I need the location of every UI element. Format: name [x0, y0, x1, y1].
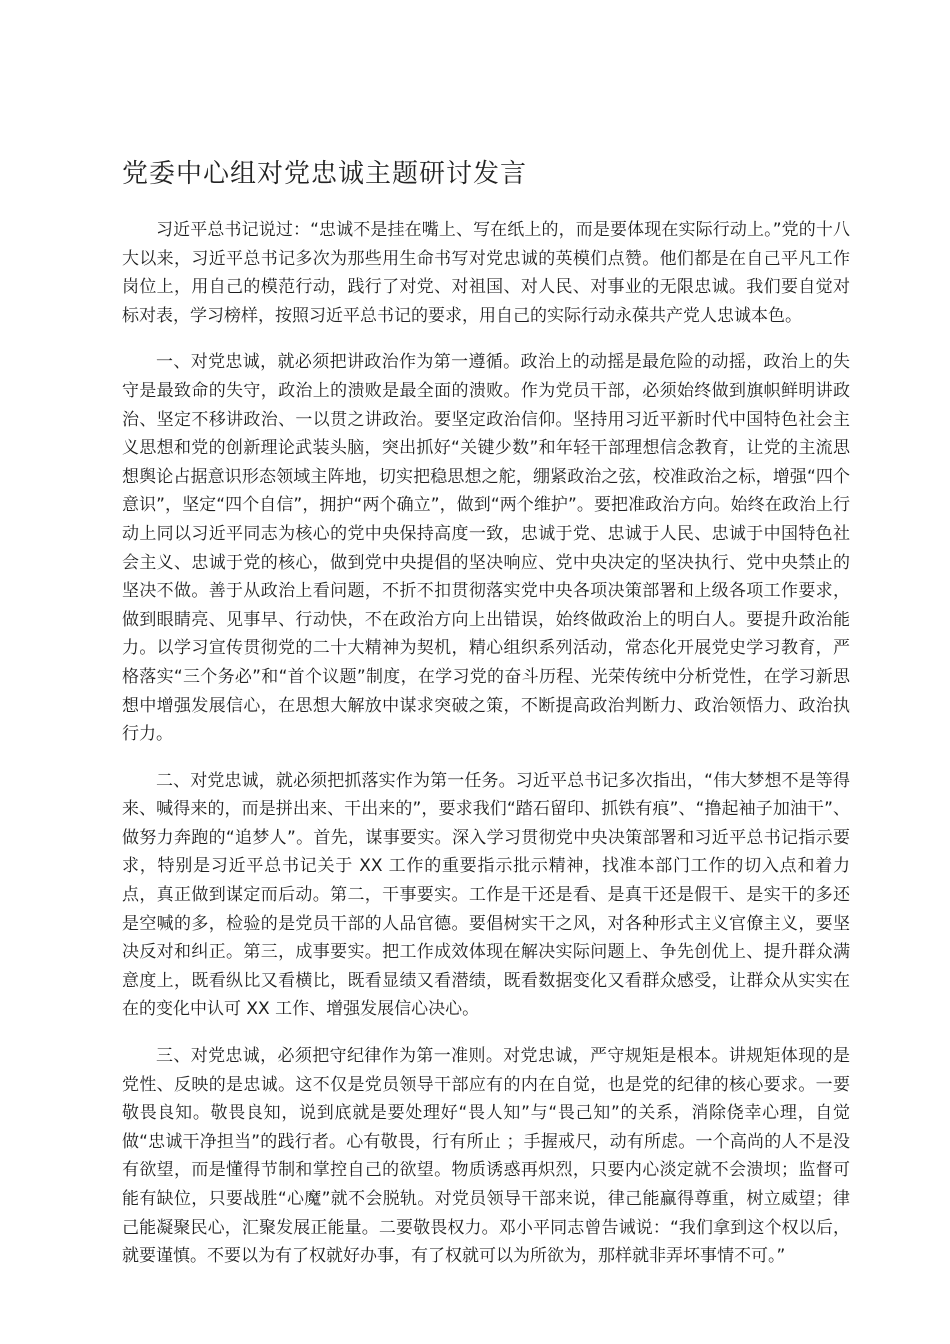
paragraph-section-3: 三、对党忠诚，必须把守纪律作为第一准则。对党忠诚，严守规矩是根本。讲规矩体现的是党性、反映的是忠诚。这不仅是党员领导干部应有的内在自觉，也是党的纪律的核心要求。一要敬畏良知。敬畏良知，说到底就是要处理好“畏人知”与“畏己知”的关系，消除侥幸心理，自觉做“忠诚干净担当”的践行者。心有敬畏，行有所止 ；手握戒尺，动有所虑。一个高尚的人不是没有欲望，而是懂得节制和掌控自己的欲望。物质诱惑再炽烈，只要内心淡定就不会溃坝；监督可能有缺位，只要战胜“心魔”就不会脱轨。对党员领导干部来说，律己能赢得尊重，树立威望；律己能凝聚民心，汇聚发展正能量。二要敬畏权力。邓小平同志曾告诫说：“我们拿到这个权以后，就要谨慎。不要以为有了权就好办事，有了权就可以为所欲为，那样就非弄坏事情不可。” — [122, 1046, 850, 1267]
paragraph-section-2: 二、对党忠诚，就必须把抓落实作为第一任务。习近平总书记多次指出，“伟大梦想不是等得来、喊得来的，而是拼出来、干出来的”，要求我们“踏石留印、抓铁有痕”、“撸起袖子加油干”、做努力奔跑的“追梦人”。首先，谋事要实。深入学习贯彻党中央决策部署和习近平总书记指示要求，特别是习近平总书记关于 XX 工作的重要指示批示精神，找准本部门工作的切入点和着力点，真正做到谋定而后动。第二，干事要实。工作是干还是看、是真干还是假干、是实干的多还是空喊的多，检验的是党员干部的人品官德。要倡树实干之风，对各种形式主义官僚主义，要坚决反对和纠正。第三，成事要实。把工作成效体现在解决实际问题上、争先创优上、提升群众满意度上，既看纵比又看横比，既看显绩又看潜绩，既看数据变化又看群众感受，让群众从实实在在的变化中认可 XX 工作、增强发展信心决心。 — [122, 770, 850, 1020]
document-page — [122, 154, 850, 1289]
paragraph-intro: 习近平总书记说过：“忠诚不是挂在嘴上、写在纸上的，而是要体现在实际行动上。”党的十八大以来，习近平总书记多次为那些用生命书写对党忠诚的英模们点赞。他们都是在自己平凡工作岗位上，用自己的模范行动，践行了对党、对祖国、对人民、对事业的无限忠诚。我们要自觉对标对表，学习榜样，按照习近平总书记的要求，用自己的实际行动永葆共产党人忠诚本色。 — [122, 220, 850, 326]
document-title: 党委中心组对党忠诚主题研讨发言 — [122, 159, 528, 189]
paragraph-section-1: 一、对党忠诚，就必须把讲政治作为第一遵循。政治上的动摇是最危险的动摇，政治上的失守是最致命的失守，政治上的溃败是最全面的溃败。作为党员干部，必须始终做到旗帜鲜明讲政治、坚定不移讲政治、一以贯之讲政治。要坚定政治信仰。坚持用习近平新时代中国特色社会主义思想和党的创新理论武装头脑，突出抓好“关键少数”和年轻干部理想信念教育，让党的主流思想舆论占据意识形态领域主阵地，切实把稳思想之舵，绷紧政治之弦，校准政治之标，增强“四个意识”，坚定“四个自信”，拥护“两个确立”，做到“两个维护”。要把准政治方向。始终在政治上行动上同以习近平同志为核心的党中央保持高度一致，忠诚于党、忠诚于人民、忠诚于中国特色社会主义、忠诚于党的核心，做到党中央提倡的坚决响应、党中央决定的坚决执行、党中央禁止的坚决不做。善于从政治上看问题，不折不扣贯彻落实党中央各项决策部署和上级各项工作要求，做到眼睛亮、见事早、行动快，不在政治方向上出错误，始终做政治上的明白人。要提升政治能力。以学习宣传贯彻党的二十大精神为契机，精心组织系列活动，常态化开展党史学习教育，严格落实“三个务必”和“首个议题”制度，在学习党的奋斗历程、光荣传统中分析党性，在学习新思想中增强发展信心，在思想大解放中谋求突破之策，不断提高政治判断力、政治领悟力、政治执行力。 — [122, 352, 850, 745]
